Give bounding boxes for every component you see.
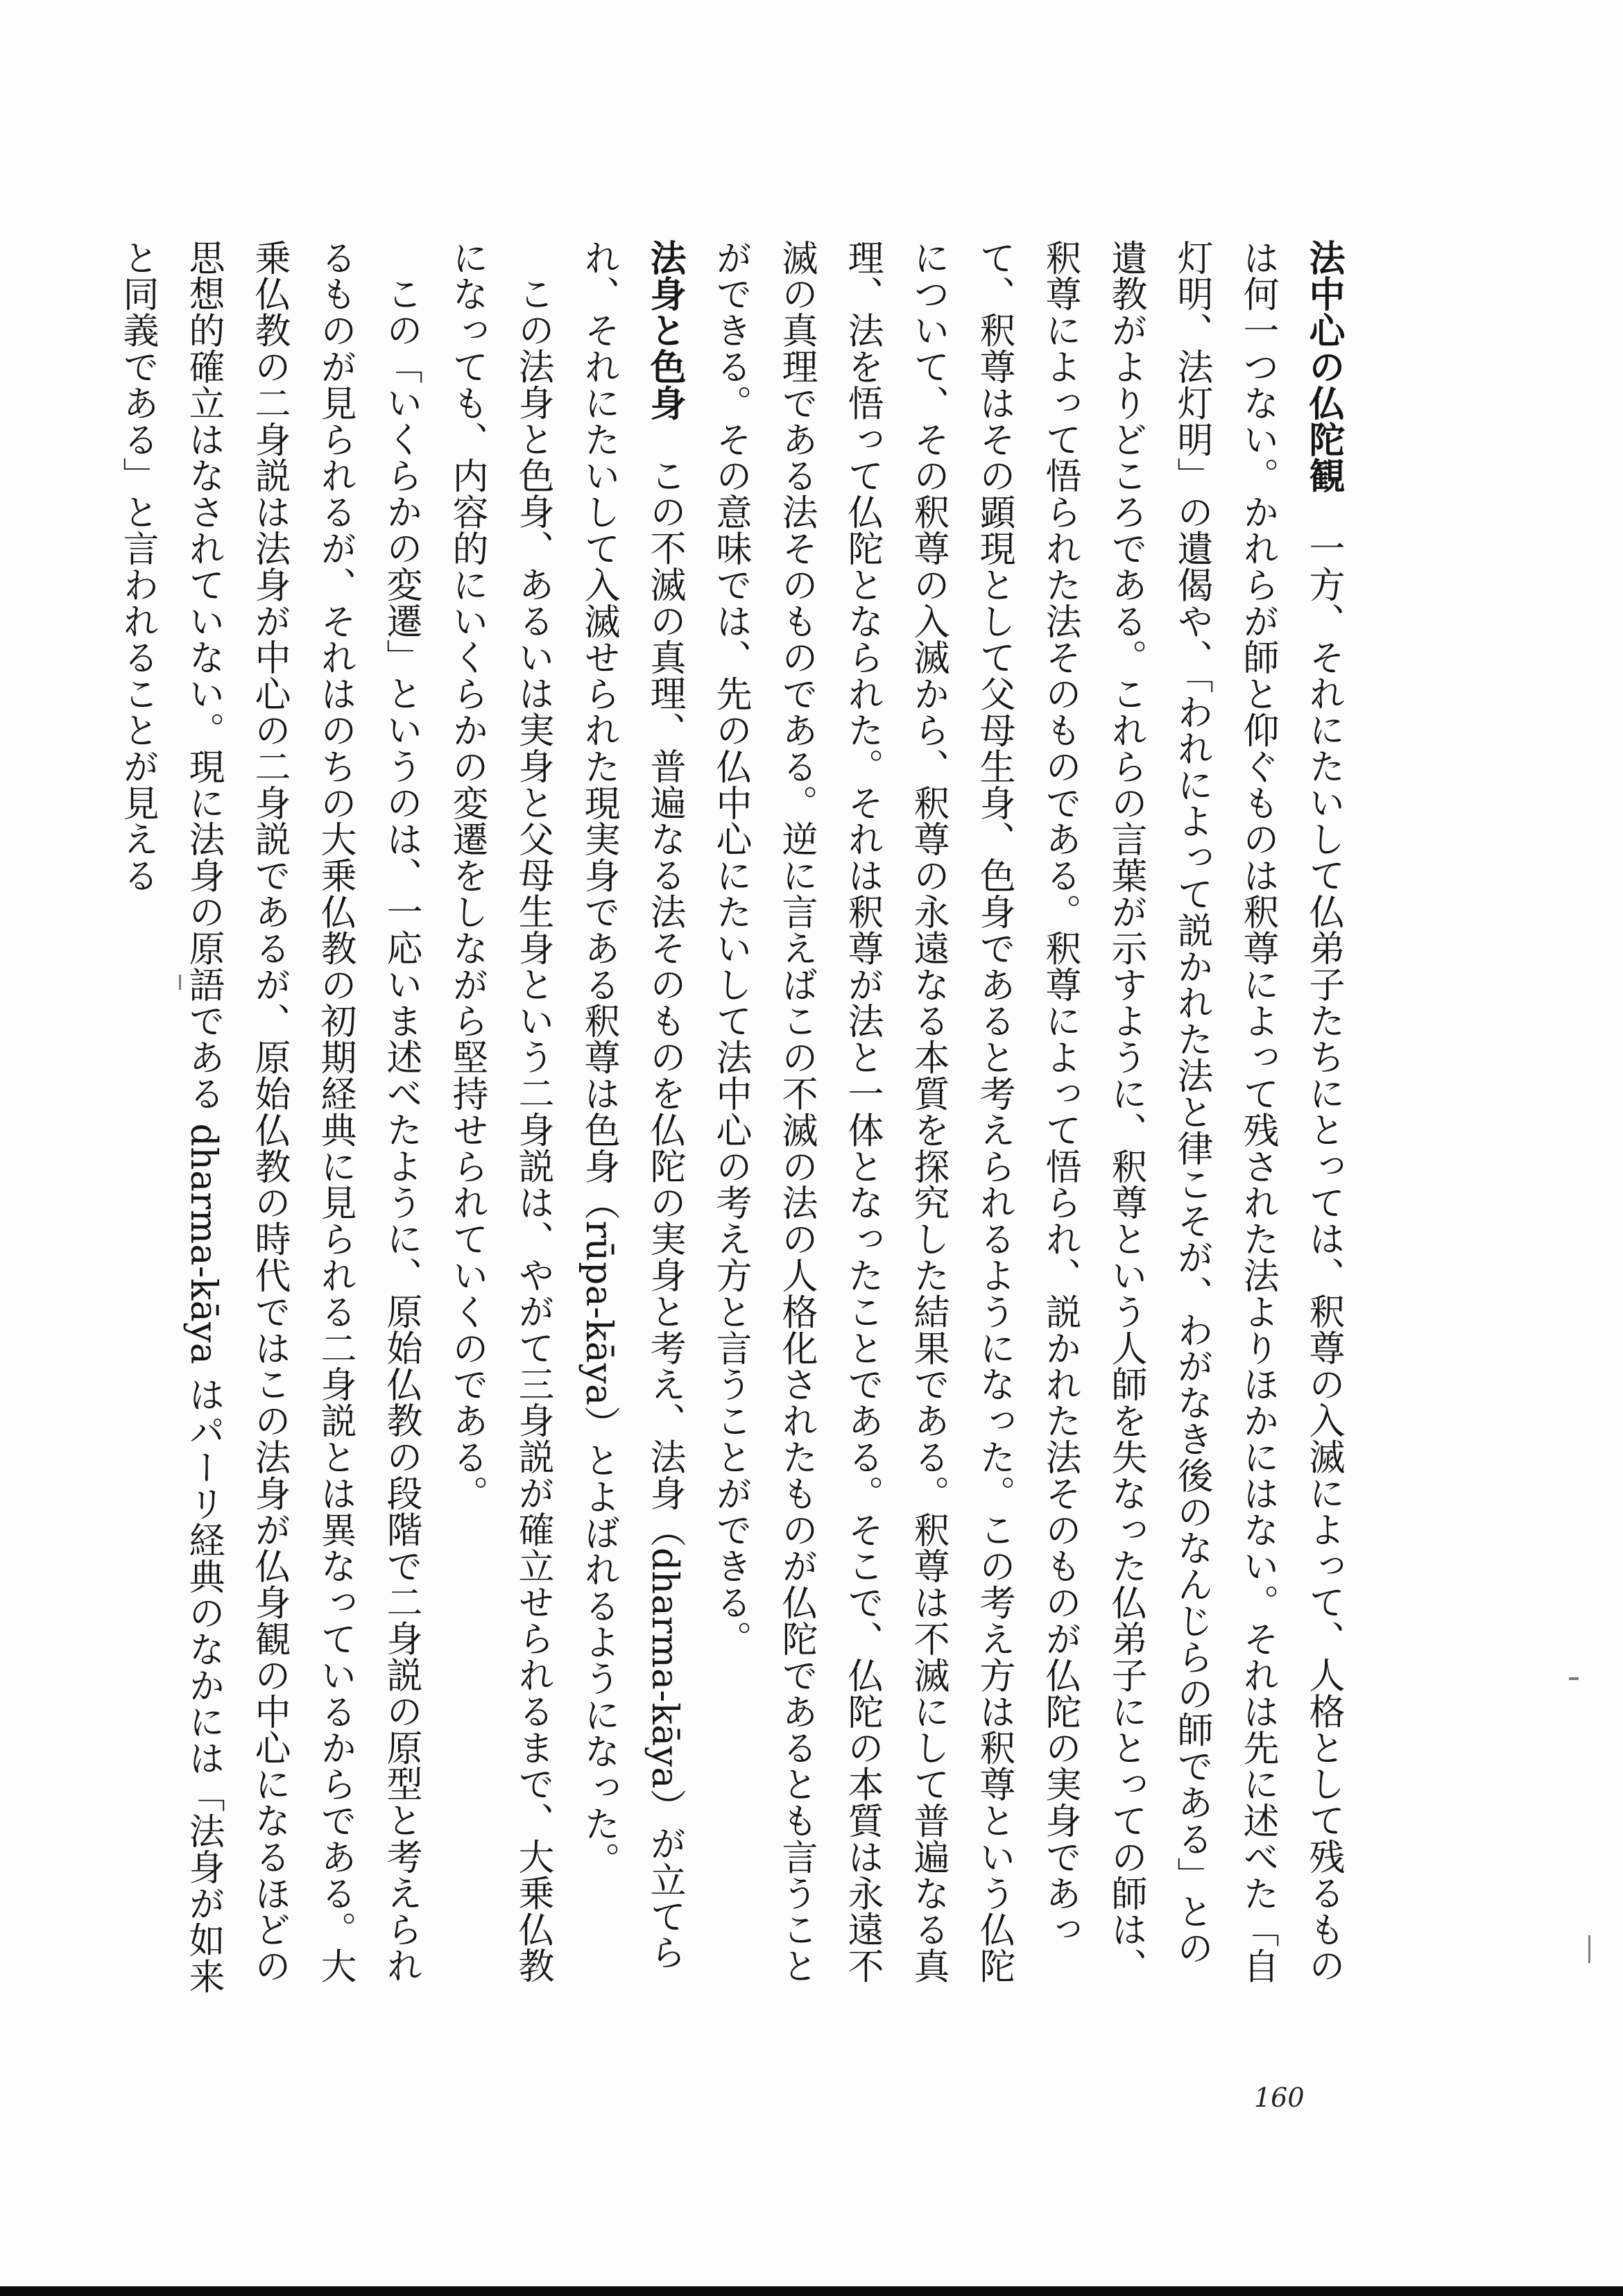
paragraph-dharmakaya-rupakaya [565, 239, 697, 2001]
paragraph-text: この法身と色身、あるいは実身と父母生身という二身説は、やがて三身説が確立せられるまで、大乗仏教になっても、内容的にいくらかの変遷をしながら堅持せられていくのである。 [446, 239, 553, 1984]
scan-bottom-edge [0, 2286, 1623, 2296]
paragraph-text: この不滅の真理、普遍なる法そのものを仏陀の実身と考え、法身（dharma-kāya）が立てられ、それにたいして入滅せられた現実身である釈尊は色身（rūpa-kāya）とよばれるようになった。 [578, 239, 685, 1971]
scan-speck [179, 975, 181, 990]
scan-speck [1588, 1935, 1590, 1963]
section-heading-dharmakaya-rupakaya: 法身と色身 [644, 239, 685, 421]
paragraph-text: 一方、それにたいして仏弟子たちにとっては、釈尊の入滅によって、人格として残るものは何一つない。かれらが師と仰ぐものは釈尊によって残された法よりほかにはない。それは先に述べた「自灯明、法灯明」の遺偈や、「われによって説かれた法と律こそが、わがなき後のなんじらの師である」との遺教がよりどころである。これらの言葉が示すように、釈尊という人師を失なった仏弟子にとっての師は、釈尊によって悟られた法そのものである。釈尊によって悟られ、説かれた法そのものが仏陀の実身であって、釈尊はその顕現として父母生身、色身であると考えられるようになった。この考え方は釈尊という仏陀について、その釈尊の入滅から、釈尊の永遠なる本質を探究した結果である。釈尊は不滅にして普遍なる真理、法を悟って仏陀となられた。それは釈尊が法と一体となったことである。そこで、仏陀の本質は永遠不滅の真理である法そのものである。逆に言えばこの不滅の法の人格化されたものが仏陀であるとも言うことができる。その意味では、先の仏中心にたいして法中心の考え方と言うことができる。 [710, 239, 1344, 1985]
vertical-text-body [104, 239, 1356, 2001]
paragraph-two-body-theory [433, 239, 565, 2001]
page-number: 160 [1254, 2082, 1305, 2113]
scan-speck [1569, 1677, 1579, 1680]
paragraph-dharma-centered-buddha-view [697, 239, 1356, 2001]
paragraph-some-changes [104, 239, 433, 2001]
paragraph-text: この「いくらかの変遷」というのは、一応いま述べたように、原始仏教の段階で二身説の原型と考えられるものが見られるが、それはのちの大乗仏教の初期経典に見られる二身説とは異なっているからである。大乗仏教の二身説は法身が中心の二身説であるが、原始仏教の時代ではこの法身が仏身観の中心になるほどの思想的確立はなされていない。現に法身の原語である dharma-kāya はパーリ経典のなかには「法身が如来と同義である」と言われることが見える [117, 239, 422, 1995]
section-heading-dharma-centered: 法中心の仏陀観 [1303, 239, 1344, 494]
